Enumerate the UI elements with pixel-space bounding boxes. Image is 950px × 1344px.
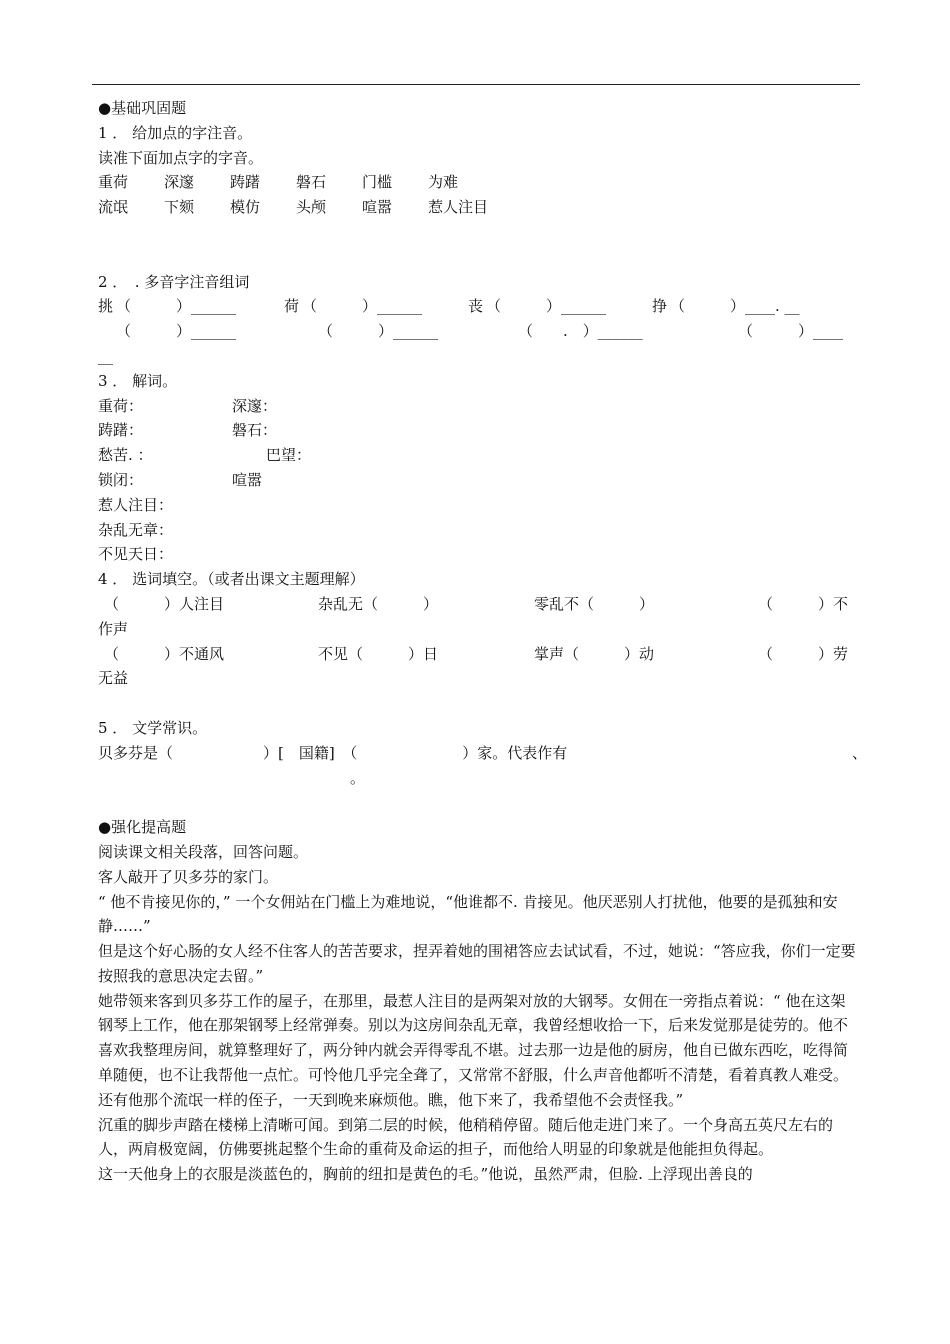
section-title-advanced: ●强化提高题 [98, 818, 187, 837]
reading-paragraph: 但是这个好心肠的女人经不住客人的苦苦要求，捏弄着她的围裙答应去试试看，不过，她说：“答应我，你们一定要按照我的意思决定去留。” [98, 942, 856, 985]
q1-title: 1 ． 给加点的字注音。 [98, 123, 253, 142]
q4-row1 [98, 592, 860, 617]
answer-blank: （ ）______ [318, 322, 439, 341]
q2-row1 [98, 294, 860, 319]
polyphone-char: 挑 [98, 297, 114, 316]
answer-blank: （ ）______ [302, 297, 423, 316]
reading-paragraph: 她带领来客到贝多芬工作的屋子，在那里，最惹人注目的是两架对放的大钢琴。女佣在一旁指点着说：“ 他在这架钢琴上工作，他在那架钢琴上经常弹奏。别以为这房间杂乱无章，我曾经想收拾一下，后来发觉那是徒劳的。他不喜欢我整理房间，就算整理好了，两分钟内就会弄得零乱不堪。过去那一边是他的厨房，他自已做东西吃，吃得简单随便，也不让我帮他一点忙。可怜他几乎完全聋了，又常常不舒服，什么声音他都听不清楚，看着真教人难受。还有他那个流氓一样的侄子，一天到晚来麻烦他。瞧，他下来了，我希望他不会责怪我。” [98, 991, 849, 1109]
term: 不见天日： [98, 545, 174, 564]
q4-row2-wrap: 无益 [98, 669, 129, 688]
word: 深邃 [164, 173, 195, 192]
header-rule [92, 84, 860, 85]
term: 深邃： [232, 396, 278, 415]
polyphone-char: 荷 [284, 297, 300, 316]
word: 为难 [428, 173, 459, 192]
word: 磐石 [296, 173, 327, 192]
reading-paragraph: 这一天他身上的衣服是淡蓝色的，胸前的纽扣是黄色的毛。”他说，虽然严肃，但脸. 上浮现出善良的 [98, 1165, 753, 1184]
word: 重荷 [98, 173, 129, 192]
term: 踌躇： [98, 421, 144, 440]
answer-blank: （ ）______ [116, 322, 237, 341]
q1-row2 [98, 195, 860, 220]
q4-row1-wrap: 作声 [98, 619, 129, 638]
q1-row1 [98, 170, 860, 195]
q5-line2 [98, 766, 860, 791]
reading-intro: 阅读课文相关段落，回答问题。 [98, 842, 309, 861]
term: 喧嚣 [232, 470, 263, 489]
q4-title: 4 ． 选词填空。（或者出课文主题理解） [98, 570, 365, 589]
word: 踌躇 [230, 173, 261, 192]
polyphone-char: 丧 [468, 297, 484, 316]
word: 流氓 [98, 198, 129, 217]
reading-paragraph: 沉重的脚步声踏在楼梯上清晰可闻。到第二层的时候，他稍稍停留。随后他走进门来了。一个身高五英尺左右的人，两肩极宽阔，仿佛要挑起整个生命的重荷及命运的担子，而他给人明显的印象就是他能担负得起。 [98, 1115, 834, 1159]
reading-paragraph: “ 他不肯接见你的，” 一个女佣站在门槛上为难地说，“他谁都不. 肯接见。他厌恶别人打扰他，他要的是孤独和安静……” [98, 892, 838, 936]
idiom-blank: 不见（ ）日 [318, 644, 439, 663]
q4-row2 [98, 642, 860, 667]
q1-subtitle: 读准下面加点字的字音。 [98, 148, 264, 167]
word: 门槛 [362, 173, 393, 192]
answer-blank: （ . ）______ [518, 322, 643, 341]
term: 巴望： [266, 446, 312, 465]
q2-row2 [98, 319, 860, 344]
q2-row3: __ [98, 346, 113, 365]
worksheet [98, 96, 868, 1187]
word: 下颏 [164, 198, 195, 217]
section-title-basic: ●基础巩固题 [98, 99, 187, 117]
answer-blank: （ ）______ [486, 297, 607, 316]
term: 磐石： [232, 421, 278, 440]
q3-item-row [98, 418, 860, 443]
q3-item-row [98, 394, 860, 419]
word: 惹人注目 [428, 198, 489, 217]
q5-line [98, 741, 868, 766]
idiom-blank: 掌声（ ）动 [534, 644, 655, 663]
word: 头颅 [296, 198, 327, 217]
term: 愁苦. ： [98, 446, 153, 465]
answer-blank: （ ）____. __ [670, 297, 800, 316]
q5-title: 5 ． 文学常识。 [98, 718, 208, 737]
separator-comma: 、 [852, 743, 868, 762]
term: 惹人注目： [98, 495, 174, 514]
idiom-blank: （ ）不 [758, 594, 849, 613]
term: 杂乱无章： [98, 520, 174, 539]
period: 。 [350, 768, 366, 787]
literature-blank: 贝多芬是（ ）[ 国籍] （ ）家。代表作有 [98, 743, 568, 762]
polyphone-char: 挣 [652, 297, 668, 316]
q3-title: 3 ． 解词。 [98, 371, 178, 390]
q2-title: 2 ． . 多音字注音组词 [98, 272, 250, 291]
reading-paragraph: 客人敲开了贝多芬的家门。 [98, 867, 279, 886]
q3-item-row [98, 443, 860, 468]
term: 重荷： [98, 396, 144, 415]
idiom-blank: （ ）劳 [758, 644, 849, 663]
answer-blank: （ ）______ [116, 297, 237, 316]
idiom-blank: （ ）人注目 [104, 594, 225, 613]
word: 喧嚣 [362, 198, 393, 217]
idiom-blank: 零乱不（ ） [534, 594, 655, 613]
word: 模仿 [230, 198, 261, 217]
q3-item-row [98, 468, 860, 493]
term: 锁闭： [98, 470, 144, 489]
answer-blank: （ ）____ [738, 322, 844, 341]
idiom-blank: 杂乱无（ ） [318, 594, 439, 613]
idiom-blank: （ ）不通风 [104, 644, 225, 663]
